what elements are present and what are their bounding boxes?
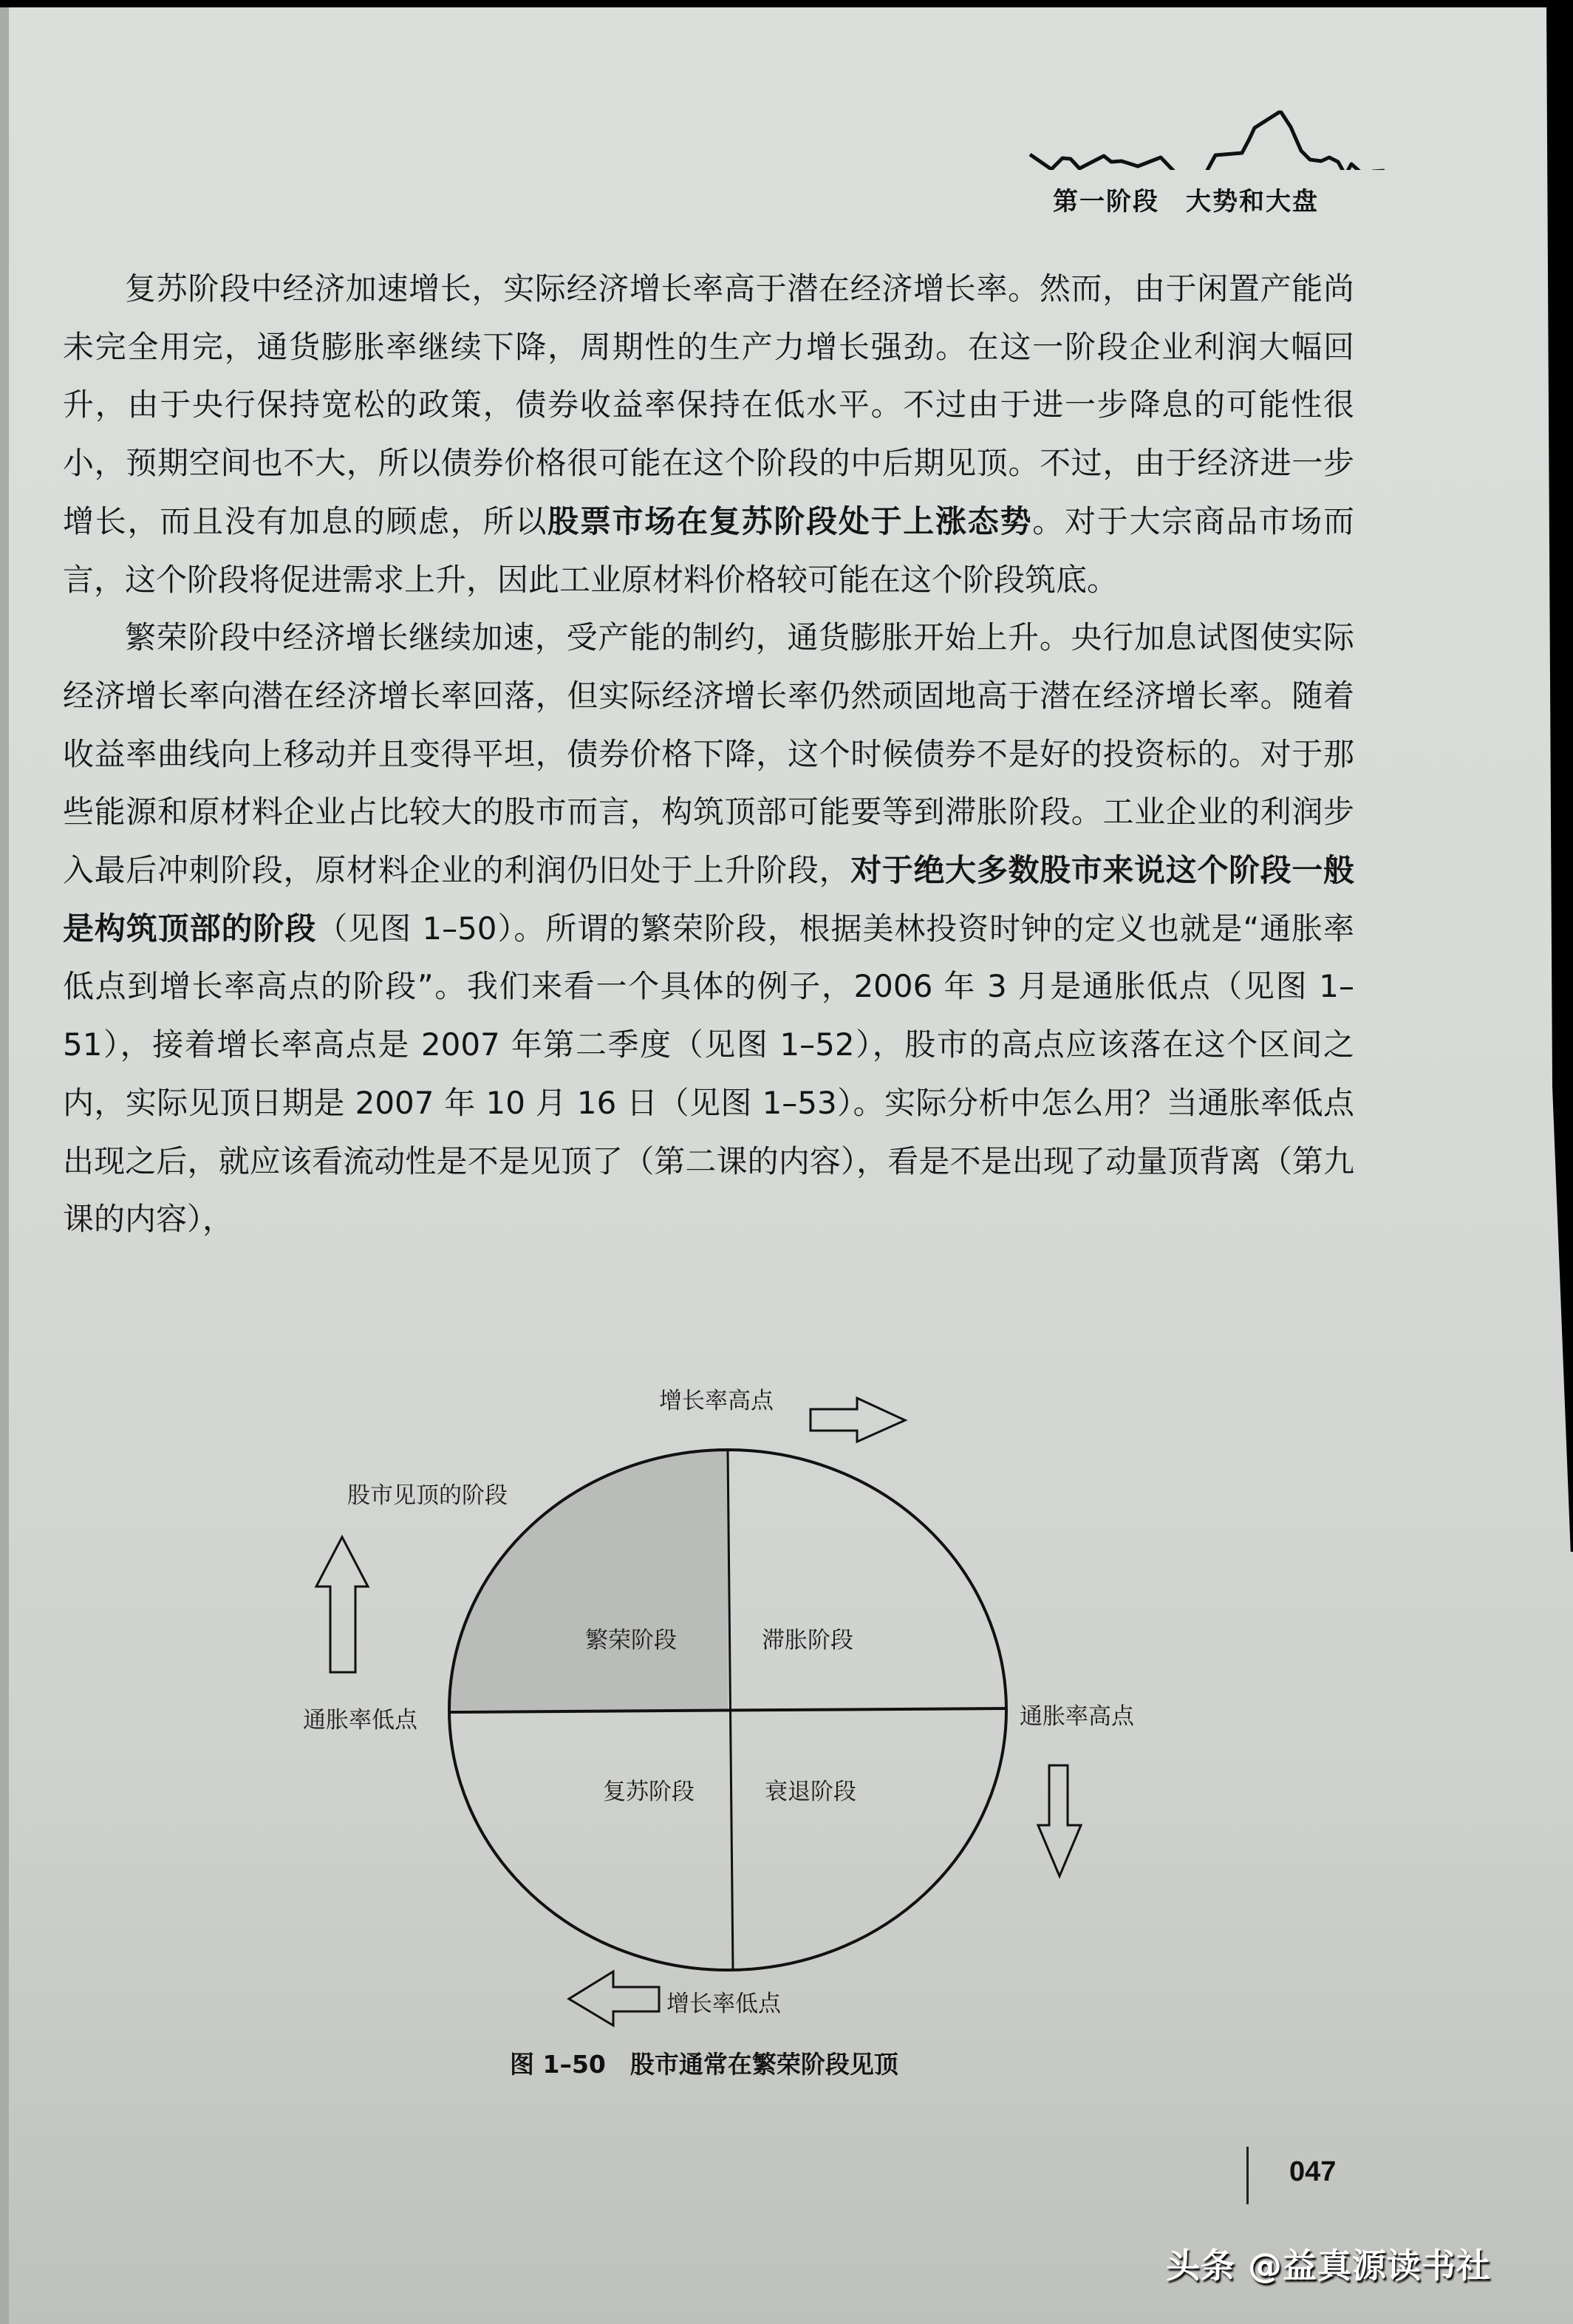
- paragraph-recovery: 复苏阶段中经济加速增长，实际经济增长率高于潜在经济增长率。然而，由于闲置产能尚未完全用完，通货膨胀率继续下降，周期性的生产力增长强劲。在这一阶段企业利润大幅回升，由于央行保持宽松的政策，债券收益率保持在低水平。不过由于进一步降息的可能性很小，预期空间也不大，所以债券价格很可能在这个阶段的中后期见顶。不过，由于经济进一步增长，而且没有加息的顾虑，所以股票市场在复苏阶段处于上涨态势。对于大宗商品市场而言，这个阶段将促进需求上升，因此工业原材料价格较可能在这个阶段筑底。: [63, 270, 1354, 598]
- quadrant-boom: 繁荣阶段: [585, 1627, 677, 1654]
- arrow-up-icon: [316, 1537, 368, 1672]
- quadrant-recession: 衰退阶段: [765, 1779, 856, 1805]
- emphasis-text: 股票市场在复苏阶段处于上涨态势: [547, 502, 1033, 539]
- page-number-divider: [1246, 2147, 1249, 2204]
- arrow-down-icon: [1038, 1765, 1081, 1876]
- quadrant-stagflation: 滞胀阶段: [762, 1627, 853, 1654]
- watermark: 头条 @益真源读书社: [1166, 2246, 1492, 2286]
- label-market-top-stage: 股市见顶的阶段: [347, 1482, 508, 1509]
- investment-clock-diagram: [281, 1367, 1241, 2047]
- page-left-edge: [0, 7, 9, 2324]
- emphasis-text: 对于绝大多数股市来说这个阶段一般是构筑顶部的阶段: [63, 852, 1354, 947]
- paragraph-boom: 繁荣阶段中经济增长继续加速，受产能的制约，通货膨胀开始上升。央行加息试图使实际经济增长率向潜在经济增长率回落，但实际经济增长率仍然顽固地高于潜在经济增长率。随着收益率曲线向上移动并且变得平坦，债券价格下降，这个时候债券不是好的投资标的。对于那些能源和原材料企业占比较大的股市而言，构筑顶部可能要等到滞胀阶段。工业企业的利润步入最后冲刺阶段，原材料企业的利润仍旧处于上升阶段，对于绝大多数股市来说这个阶段一般是构筑顶部的阶段（见图 1–50）。所谓的繁荣阶段，根据美林投资时钟的定义也就是“通胀率低点到增长率高点的阶段”。我们来看一个具体的例子，2006 年 3 月是通胀低点（见图 1–51），接着增长率高点是 2007 年第二季度（见图 1–52），股市的高点应该落在这个区间之内，实际见顶日期是 2007 年 10 月 16 日（见图 1–53）。实际分析中怎么用？当通胀率低点出现之后，就应该看流动性是不是见顶了（第二课的内容），看是不是出现了动量顶背离（第九课的内容），: [63, 619, 1354, 1238]
- chapter-header: 第一阶段 大势和大盘: [1053, 187, 1319, 217]
- figure-caption: 图 1–50 股市通常在繁荣阶段见顶: [510, 2050, 898, 2079]
- mountain-line-chart-icon: [1020, 67, 1404, 170]
- quadrant-recovery: 复苏阶段: [603, 1779, 695, 1805]
- label-inflation-low: 通胀率低点: [303, 1707, 417, 1734]
- label-growth-low: 增长率低点: [666, 1991, 781, 2017]
- arrow-right-icon: [811, 1398, 905, 1442]
- body-text: [63, 260, 1354, 1249]
- label-inflation-high: 通胀率高点: [1020, 1703, 1134, 1730]
- page-number: 047: [1289, 2156, 1337, 2187]
- label-growth-high: 增长率高点: [659, 1388, 774, 1414]
- arrow-left-icon: [569, 1972, 659, 2025]
